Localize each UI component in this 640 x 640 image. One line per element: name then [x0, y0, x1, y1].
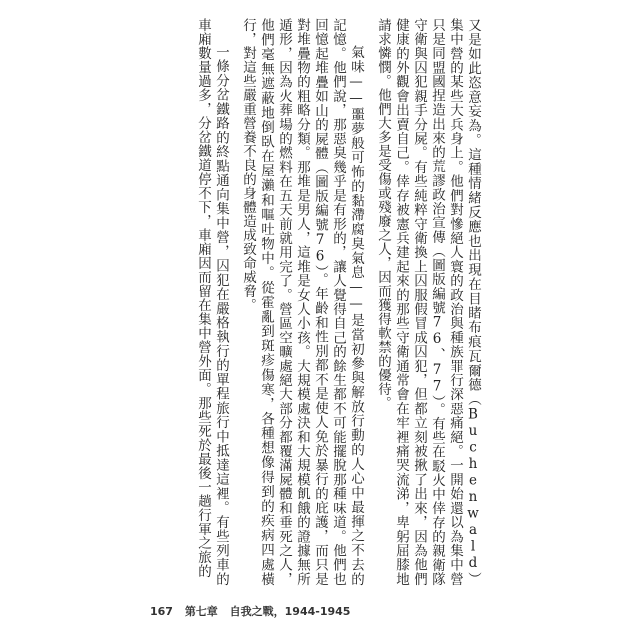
paragraph-1: 又是如此恣意妄為。這種情緒反應也出現在目睹布痕瓦爾德（Buchenwald）集中營的某些大兵身上。他們對慘絕人寰的政治與種族罪行深惡痛絕。一開始還以為集中營只是同盟國捏造出來的荒謬政治宣傳（圖版編號76、77）。有些在駁火中倖存的親衛隊守衛與囚犯親手分屍。有些純粹守衛換上囚服假冒成囚犯，但都立刻被揪了出來，因為他們健康的外觀會出賣自己。倖存被憲兵建起來的那些守衛通常會在牢裡痛哭流涕，卑躬屈膝地請求憐憫。他們大多是受傷或殘廢之人，因而獲得軟禁的優待。: [375, 18, 481, 586]
vertical-text-body: [160, 18, 482, 586]
page-footer: [150, 603, 358, 619]
chapter-label: 第七章: [184, 605, 218, 618]
page-number: 167: [150, 605, 173, 618]
chapter-title: 自我之戰，1944-1945: [229, 605, 351, 618]
paragraph-2: 氣味——噩夢般可怖的黏滯腐臭氣息——是當初參與解放行動的人心中最揮之不去的記憶。他們說，那惡臭幾乎是有形的，讓人覺得自己的餘生都不可能擺脫那種味道。他們也回憶起堆疊如山的屍體（圖版編號76）。年齡和性別都不是使人免於暴行的庇護，而只是對堆疊物的粗略分類。那堆是男人，這堆是女人小孩。大規模處決和大規模飢餓的證據無所遁形，因為火葬場的燃料在五天前就用完了。營區空曠處絕大部分都覆滿屍體和垂死之人，他們毫無遮蔽地倒臥在屋瀨和嘔吐物中。從霍亂到斑疹傷寒，各種想像得到的疾病四處橫行，對這些嚴重營養不良的身體造成致命威脅。: [240, 18, 364, 586]
paragraph-3: 一條分岔鐵路的終點通向集中營，囚犯在嚴格執行的單程旅行中抵達這裡。有些列車的車廂數量過多，分岔鐵道停不下，車廂因而留在集中營外面。那些死於最後一趟行軍之旅的: [195, 18, 229, 586]
